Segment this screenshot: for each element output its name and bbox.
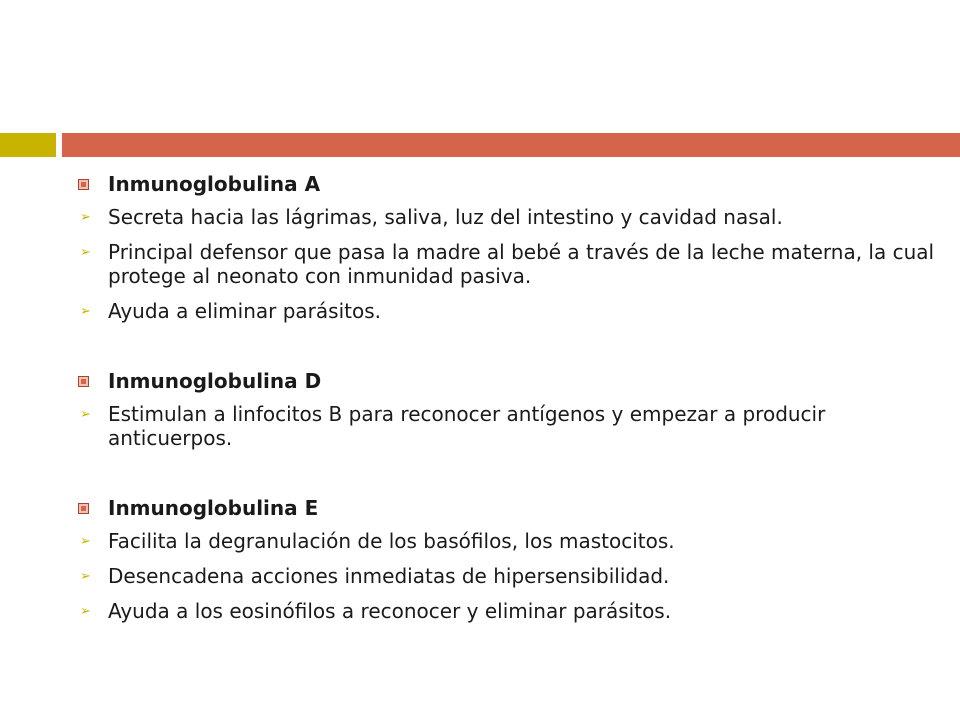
square-bullet-icon (78, 503, 89, 514)
arrow-bullet-icon: ➢ (80, 534, 91, 549)
list-item: ➢ Secreta hacia las lágrimas, saliva, luz del intestino y cavidad nasal. (80, 205, 783, 229)
list-item: ➢ Estimulan a linfocitos B para reconocer antígenos y empezar a producir anticuerpos. (80, 402, 826, 450)
arrow-bullet-icon: ➢ (80, 245, 91, 260)
list-item: ➢ Desencadena acciones inmediatas de hipersensibilidad. (80, 564, 670, 588)
square-bullet-icon (78, 376, 89, 387)
list-item: ➢ Facilita la degranulación de los basófilos, los mastocitos. (80, 529, 675, 553)
arrow-bullet-icon: ➢ (80, 210, 91, 225)
section-heading: Inmunoglobulina D (76, 369, 936, 393)
section-heading: Inmunoglobulina A (76, 172, 936, 196)
list-item: ➢ Ayuda a los eosinófilos a reconocer y eliminar parásitos. (80, 599, 672, 623)
arrow-bullet-icon: ➢ (80, 604, 91, 619)
arrow-bullet-icon: ➢ (80, 569, 91, 584)
square-bullet-icon (78, 179, 89, 190)
list-item: ➢ Principal defensor que pasa la madre al bebé a través de la leche materna, la cual protege al neonato con inmunidad pasiva. (80, 240, 935, 288)
arrow-bullet-icon: ➢ (80, 304, 91, 319)
slide-content (76, 172, 936, 623)
accent-bar-coral (62, 133, 960, 157)
arrow-bullet-icon: ➢ (80, 407, 91, 422)
accent-bar-gold (0, 133, 56, 157)
list-item: ➢ Ayuda a eliminar parásitos. (80, 299, 381, 323)
section-heading: Inmunoglobulina E (76, 496, 936, 520)
